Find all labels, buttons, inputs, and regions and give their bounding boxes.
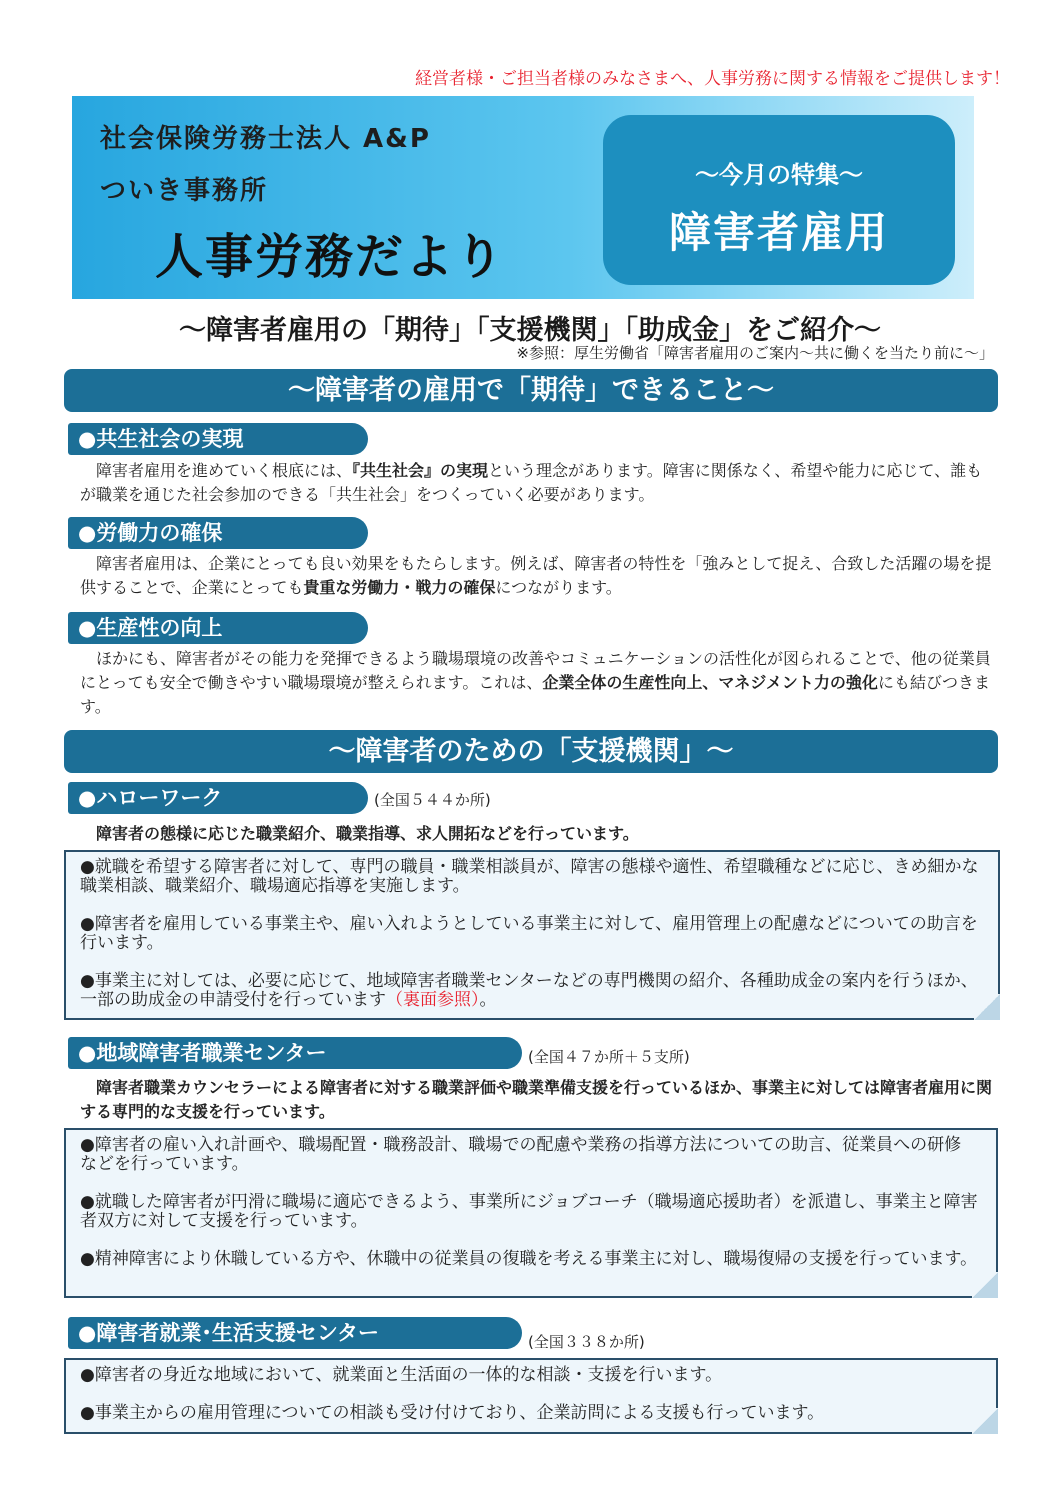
count-hello-work: (全国５４４か所)	[374, 791, 491, 809]
heading-workforce: ●労働力の確保	[68, 517, 368, 549]
org-name-line1: 社会保険労務士法人 A&P	[100, 124, 431, 154]
tagline: 経営者様・ご担当者様のみなさまへ、人事労務に関する情報をご提供します！	[415, 69, 1010, 89]
page-headline: ～障害者雇用の「期待」「支援機関」「助成金」をご紹介～	[179, 315, 881, 346]
bullet-item: ●就職を希望する障害者に対して、専門の職員・職業相談員が、障害の態様や適性、希望職種などに応じ、きめ細かな職業相談、職業紹介、職場適応指導を実施します。	[80, 857, 979, 896]
bullet-item: ●事業主からの雇用管理についての相談も受け付けており、企業訪問による支援も行っています。	[80, 1403, 825, 1423]
reference-note: ※参照：厚生労働省「障害者雇用のご案内～共に働くを当たり前に～」	[516, 344, 994, 362]
count-life-support-center: (全国３３８か所)	[528, 1333, 645, 1351]
details-hello-work	[64, 850, 1000, 1020]
details-regional-center	[64, 1128, 998, 1298]
bullet-item: ●事業主に対しては、必要に応じて、地域障害者職業センターなどの専門機関の紹介、各種助成金の案内を行うほか、一部の助成金の申請受付を行っています（裏面参照）。	[80, 971, 978, 1010]
heading-productivity: ●生産性の向上	[68, 612, 368, 644]
count-regional-center: (全国４７か所＋５支所)	[528, 1048, 690, 1066]
summary-hello-work: 障害者の態様に応じた職業紹介、職業指導、求人開拓などを行っています。	[96, 824, 639, 843]
summary-regional-center: 障害者職業カウンセラーによる障害者に対する職業評価や職業準備支援を行っているほか、事業主に対しては障害者雇用に関する専門的な支援を行っています。	[80, 1078, 993, 1121]
details-life-support-center	[64, 1358, 998, 1434]
paragraph-workforce: 障害者雇用は、企業にとっても良い効果をもたらします。例えば、障害者の特性を「強みとして捉え、合致した活躍の場を提供することで、企業にとっても貴重な労働力・戦力の確保につながります。	[80, 554, 992, 597]
heading-symbiotic-society: ●共生社会の実現	[68, 423, 368, 455]
section-expectations-title: ～障害者の雇用で「期待」できること～	[64, 369, 998, 412]
bullet-item: ●精神障害により休職している方や、休職中の従業員の復職を考える事業主に対し、職場復帰の支援を行っています。	[80, 1249, 978, 1269]
heading-life-support-center: ●障害者就業･生活支援センター	[68, 1317, 522, 1349]
page-curl	[972, 1408, 998, 1434]
feature-label: ～今月の特集～	[695, 161, 863, 189]
bullet-item: ●就職した障害者が円滑に職場に適応できるよう、事業所にジョブコーチ（職場適応援助者）を派遣し、事業主と障害者双方に対して支援を行っています。	[80, 1192, 978, 1231]
newsletter-title: 人事労務だより	[155, 229, 506, 285]
paragraph-symbiotic-society: 障害者雇用を進めていく根底には、『共生社会』の実現という理念があります。障害に関係なく、希望や能力に応じて、誰もが職業を通じた社会参加のできる「共生社会」をつくっていく必要があります。	[80, 461, 983, 504]
heading-hello-work: ●ハローワーク	[68, 782, 368, 814]
paragraph-productivity: ほかにも、障害者がその能力を発揮できるよう職場環境の改善やコミュニケーションの活性化が図られることで、他の従業員にとっても安全で働きやすい職場環境が整えられます。これは、企業全体の生産性向上、マネジメント力の強化にも結びつきます。	[80, 649, 991, 716]
feature-title: 障害者雇用	[668, 208, 889, 257]
bullet-item: ●障害者を雇用している事業主や、雇い入れようとしている事業主に対して、雇用管理上の配慮などについての助言を行います。	[80, 914, 978, 953]
see-back-note: （裏面参照）	[386, 990, 480, 1010]
page-curl	[974, 994, 1000, 1020]
section-support-orgs-title: ～障害者のための「支援機関」～	[64, 730, 998, 773]
bullet-item: ●障害者の身近な地域において、就業面と生活面の一体的な相談・支援を行います。	[80, 1365, 723, 1385]
org-name-line2: ついき事務所	[100, 176, 269, 206]
page-curl	[972, 1272, 998, 1298]
heading-regional-center: ●地域障害者職業センター	[68, 1037, 522, 1069]
bullet-item: ●障害者の雇い入れ計画や、職場配置・職務設計、職場での配慮や業務の指導方法についての助言、従業員への研修などを行っています。	[80, 1135, 962, 1174]
